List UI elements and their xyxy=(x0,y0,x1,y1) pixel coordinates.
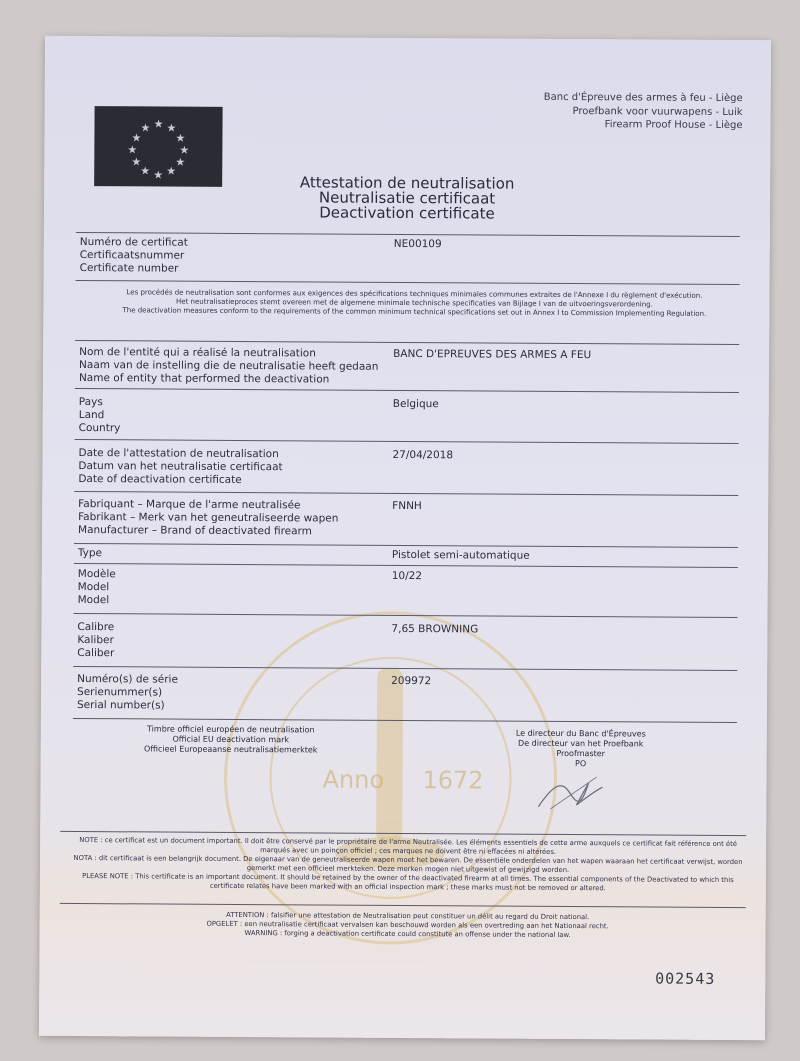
label-fr: Date de l'attestation de neutralisation xyxy=(78,447,279,461)
proof-house-nl: Proefbank voor vuurwapens - Luik xyxy=(572,105,743,118)
svg-text:★: ★ xyxy=(127,143,138,157)
label-fr: Nom de l'entité qui a réalisé la neutralisation xyxy=(79,346,316,360)
svg-text:★: ★ xyxy=(175,131,186,145)
mark-right-po: PO xyxy=(575,759,587,769)
label-en: Serial number(s) xyxy=(76,698,165,712)
type-label: Type xyxy=(77,547,103,560)
notes-block xyxy=(70,836,746,894)
model-value: 10/22 xyxy=(391,569,423,583)
svg-text:★: ★ xyxy=(131,131,142,145)
label-nl: Naam van de instelling die de neutralisatie heeft gedaan xyxy=(79,359,379,373)
certificate-paper xyxy=(39,36,771,1040)
label-fr: Numéro(s) de série xyxy=(77,672,178,686)
label-en: Model xyxy=(77,594,110,607)
label-fr: Fabriquant – Marque de l'arme neutralisée xyxy=(78,498,301,512)
svg-text:★: ★ xyxy=(166,121,177,135)
serial-value: 209972 xyxy=(391,674,432,688)
attention-fr: ATTENTION : falsifier une attestation de Neutralisation peut constituer un délit au regard du Droit national. xyxy=(226,910,590,922)
divider xyxy=(76,280,740,285)
date-value: 27/04/2018 xyxy=(392,448,454,462)
conformity-en: The deactivation measures conform to the requirements of the common minimum technical specifications set out in Annex I to Commission Implementing Regulation. xyxy=(122,306,707,318)
label-nl: Fabrikant – Merk van het geneutraliseerde wapen xyxy=(78,511,339,525)
signature xyxy=(530,769,610,819)
divider xyxy=(74,491,738,496)
conformity-nl: Het neutralisatieproces stemt overeen met de algemene minimale technische specificaties van Bijlage I van de uitvoeringsverordening. xyxy=(175,297,653,309)
country-label xyxy=(79,396,121,435)
type-value: Pistolet semi-automatique xyxy=(391,548,530,562)
seal-anno: Anno xyxy=(322,765,385,794)
mark-left-nl: Officieel Europeaanse neutralisatiemerktek xyxy=(143,744,318,755)
label-fr: Numéro de certificat xyxy=(79,236,188,249)
label-fr: Pays xyxy=(78,396,103,409)
title-en: Deactivation certificate xyxy=(319,203,495,223)
serial-label xyxy=(77,673,178,713)
divider xyxy=(74,563,738,568)
certificate-number-value: NE00109 xyxy=(393,237,442,251)
proof-house-header xyxy=(544,91,743,133)
svg-text:★: ★ xyxy=(166,164,177,178)
mark-left-fr: Timbre officiel européen de neutralisation xyxy=(147,724,315,735)
document-number: 002543 xyxy=(655,969,716,988)
label-nl: Datum van het neutralisatie certificaat xyxy=(78,460,283,474)
calibre-label xyxy=(77,621,114,660)
certificate-number-label xyxy=(80,236,188,276)
note-fr: NOTE : ce certificat est un document important. Il doit être conservé par le propriétaire de l'arme Neutralisée. Les éléments essentiels de cette arme auxquels ce certificat fait référence ont été marqués avec un poinçon officiel ; ces marques ne doivent être ni effacées ni altérées. xyxy=(79,836,737,856)
seal-year: 1672 xyxy=(422,766,484,795)
title-fr: Attestation de neutralisation xyxy=(299,173,515,193)
proof-house-fr: Banc d'Épreuve des armes à feu - Liège xyxy=(543,91,743,105)
attention-nl: OPGELET : een neutralisatie certificaat vervalsen kan beschouwd worden als een overtreding aan het Nationaal recht. xyxy=(206,919,609,931)
eu-deactivation-mark xyxy=(111,724,351,755)
label-nl: Certificaatsnummer xyxy=(79,249,185,262)
divider xyxy=(74,543,738,548)
label-nl: Kaliber xyxy=(77,634,114,647)
note-en: PLEASE NOTE : This certificate is an important document. It should be retained by the owner of the deactivated firearm at all times. The essential components of the Deactivated to which this certificate relates have been marked with an official inspection mark ; these marks must not be removed or altered. xyxy=(82,872,734,893)
label-en: Manufacturer – Brand of deactivated firearm xyxy=(78,524,312,538)
svg-text:★: ★ xyxy=(179,143,190,157)
label-en: Name of entity that performed the deactivation xyxy=(78,372,330,386)
mark-right-nl: De directeur van het Proefbank xyxy=(518,738,644,749)
svg-text:★: ★ xyxy=(140,164,151,178)
svg-text:★: ★ xyxy=(131,155,142,169)
label-en: Date of deactivation certificate xyxy=(78,473,242,487)
label-fr: Calibre xyxy=(77,621,115,634)
certificate-title xyxy=(44,174,770,223)
mark-right-fr: Le directeur du Banc d'Épreuves xyxy=(515,728,646,739)
entity-label xyxy=(79,346,379,387)
mark-right-en: Proofmaster xyxy=(556,748,606,759)
label-nl: Land xyxy=(78,409,105,422)
attention-block xyxy=(70,910,746,941)
label-nl: Serienummer(s) xyxy=(77,685,163,699)
conformity-statement xyxy=(83,288,745,319)
entity-value: BANC D'EPREUVES DES ARMES A FEU xyxy=(393,347,592,362)
proofmaster-block xyxy=(461,728,701,769)
svg-text:★: ★ xyxy=(140,121,151,135)
mark-left-en: Official EU deactivation mark xyxy=(172,734,290,745)
note-nl: NOTA : dit certificaat is een belangrijk document. De eigenaar van de geneutraliseerde wapen moet het bewaren. De essentiële onderdelen van het wapen waaraan het certificaat verwijst, worden gemerkt met een officieel merkteken. Deze merken mogen niet uitgewist of gewijzigd worden. xyxy=(73,853,743,875)
model-label xyxy=(78,568,116,607)
manufacturer-label xyxy=(78,498,339,539)
manufacturer-value: FNNH xyxy=(392,499,422,513)
proof-house-en: Firearm Proof House - Liège xyxy=(604,119,743,132)
title-nl: Neutralisatie certificaat xyxy=(318,188,496,208)
label-en: Caliber xyxy=(77,647,115,660)
conformity-fr: Les procédés de neutralisation sont conformes aux exigences des spécifications techniques minimales communes extraites de l'Annexe I du règlement d'exécution. xyxy=(126,288,703,300)
svg-text:★: ★ xyxy=(153,168,164,182)
date-label xyxy=(78,447,282,487)
attention-en: WARNING : forging a deactivation certificate could constitute an offense under the national law. xyxy=(244,929,571,940)
svg-text:★: ★ xyxy=(175,155,186,169)
divider xyxy=(75,439,739,444)
label-nl: Model xyxy=(77,581,110,594)
divider xyxy=(75,340,739,345)
label-fr: Modèle xyxy=(77,568,116,581)
label-en: Country xyxy=(78,422,121,435)
country-value: Belgique xyxy=(392,397,439,411)
svg-text:★: ★ xyxy=(153,117,164,131)
label-en: Certificate number xyxy=(79,262,179,275)
calibre-value: 7,65 BROWNING xyxy=(391,622,479,636)
divider xyxy=(75,388,739,393)
